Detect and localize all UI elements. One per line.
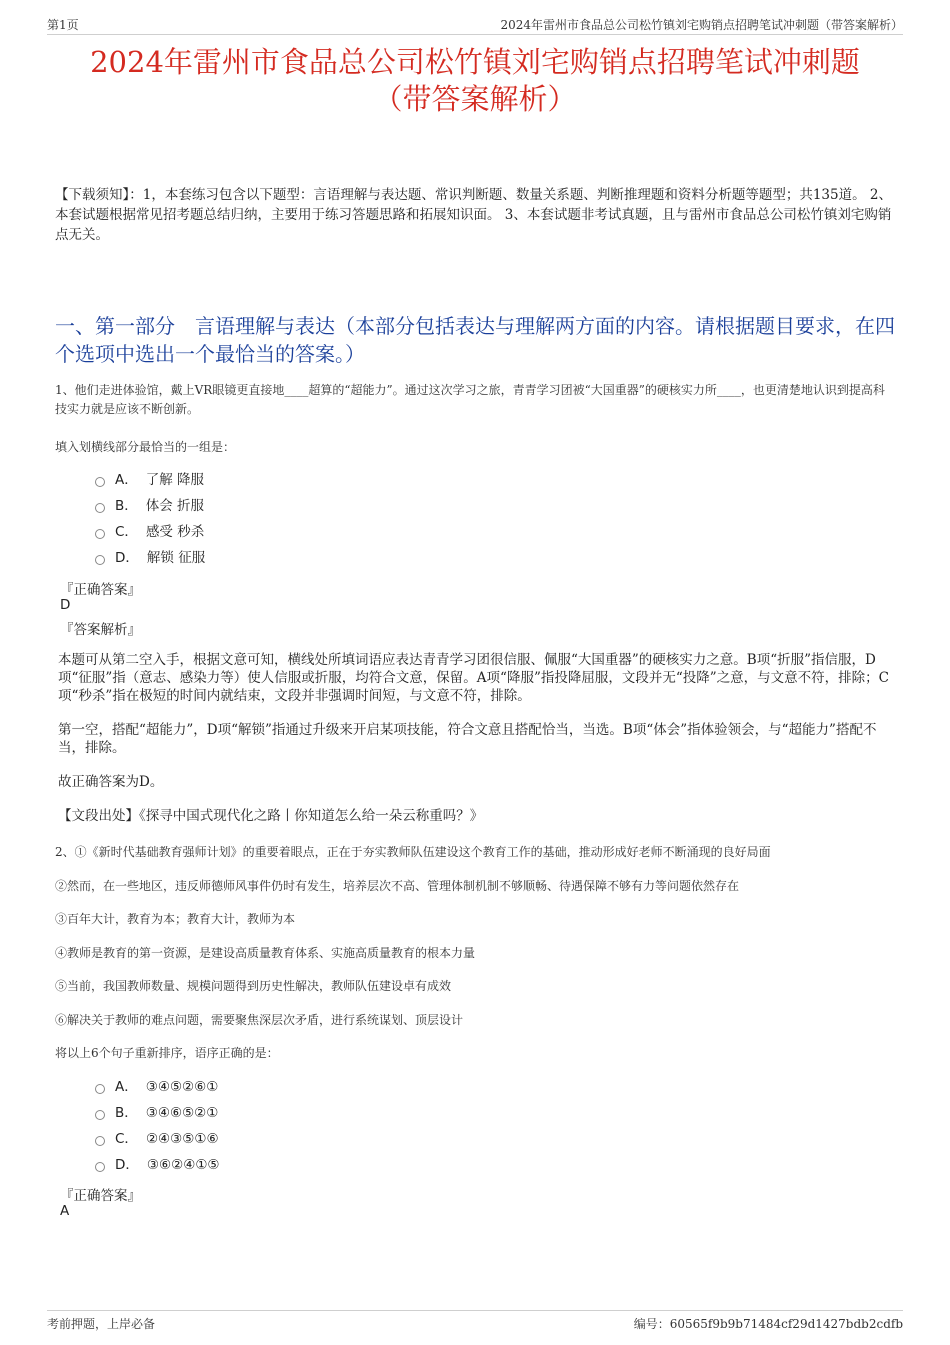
radio-icon[interactable]: [95, 1084, 105, 1094]
source-citation: 【文段出处】《探寻中国式现代化之路丨你知道怎么给一朵云称重吗？》: [58, 808, 484, 824]
answer-label: 『正确答案』: [60, 582, 141, 598]
header-doc-name: 2024年雷州市食品总公司松竹镇刘宅购销点招聘笔试冲刺题（带答案解析）: [500, 18, 903, 32]
option-d[interactable]: D． ③⑥②④①⑤: [95, 1152, 220, 1178]
option-a[interactable]: A． 了解 降服: [95, 467, 205, 493]
title-line-1: 2024年雷州市食品总公司松竹镇刘宅购销点招聘笔试冲刺题: [90, 45, 860, 79]
question-1-text: 1、他们走进体验馆，戴上VR眼镜更直接地____超算的“超能力”。通过这次学习之旅，青青学习团被“大国重器”的硬核实力所____，也更清楚地认识到提高科技实力就是应该不断创新。: [55, 383, 885, 416]
option-b[interactable]: B． ③④⑥⑤②①: [95, 1100, 220, 1126]
question-2-prompt: 将以上6个句子重新排序，语序正确的是：: [55, 1046, 279, 1060]
footer-slogan: 考前押题，上岸必备: [47, 1317, 156, 1331]
radio-icon[interactable]: [95, 477, 105, 487]
radio-icon[interactable]: [95, 1162, 105, 1172]
section-title: 一、第一部分 言语理解与表达（本部分包括表达与理解两方面的内容。请根据题目要求，在四个选项中选出一个最恰当的答案。）: [55, 314, 895, 366]
page-number: 第1页: [47, 18, 79, 32]
analysis-paragraph-2: 第一空，搭配“超能力”，D项“解锁”指通过升级来开启某项技能，符合文意且搭配恰当，当选。B项“体会”指体验领会，与“超能力”搭配不当，排除。: [58, 722, 877, 756]
question-1-options: [95, 467, 205, 571]
option-c[interactable]: C． 感受 秒杀: [95, 519, 205, 545]
analysis-label: 『答案解析』: [60, 622, 141, 638]
page-header: [47, 14, 903, 35]
radio-icon[interactable]: [95, 503, 105, 513]
answer-label: 『正确答案』: [60, 1188, 141, 1204]
radio-icon[interactable]: [95, 555, 105, 565]
question-2-options: [95, 1074, 220, 1178]
radio-icon[interactable]: [95, 1110, 105, 1120]
question-2-sentence-1: 2、①《新时代基础教育强师计划》的重要着眼点，正在于夯实教师队伍建设这个教育工作的基础，推动形成好老师不断涌现的良好局面: [55, 845, 771, 859]
download-notice: 【下载须知】：1，本套练习包含以下题型：言语理解与表达题、常识判断题、数量关系题、判断推理题和资料分析题等题型；共135道。 2、本套试题根据常见招考题总结归纳，主要用于练习答题思路和拓展知识面。 3、本套试题非考试真题，且与雷州市食品总公司松竹镇刘宅购销点无关。: [55, 187, 892, 243]
option-c[interactable]: C． ②④③⑤①⑥: [95, 1126, 220, 1152]
title-line-2: （带答案解析）: [373, 82, 577, 116]
question-2-sentence-6: ⑥解决关于教师的难点问题，需要聚焦深层次矛盾，进行系统谋划、顶层设计: [55, 1013, 464, 1027]
option-d[interactable]: D． 解锁 征服: [95, 545, 205, 571]
option-a[interactable]: A． ③④⑤②⑥①: [95, 1074, 220, 1100]
radio-icon[interactable]: [95, 529, 105, 539]
question-2-sentence-2: ②然而，在一些地区，违反师德师风事件仍时有发生，培养层次不高、管理体制机制不够顺畅、待遇保障不够有力等问题依然存在: [55, 879, 740, 893]
answer-value: A: [60, 1203, 70, 1219]
analysis-paragraph-1: 本题可从第二空入手，根据文意可知，横线处所填词语应表达青青学习团很信服、佩服“大国重器”的硬核实力之意。B项“折服”指信服，D项“征服”指（意志、感染力等）使人信服或折服，均符合文意，保留。A项“降服”指投降屈服，文段并无“投降”之意，与文意不符，排除；C项“秒杀”指在极短的时间内就结束，文段并非强调时间短，与文意不符，排除。: [58, 652, 889, 704]
document-title: [40, 44, 910, 118]
option-b[interactable]: B． 体会 折服: [95, 493, 205, 519]
question-1-prompt: 填入划横线部分最恰当的一组是：: [55, 440, 236, 454]
question-2-sentence-5: ⑤当前，我国教师数量、规模问题得到历史性解决，教师队伍建设卓有成效: [55, 979, 452, 993]
answer-value: D: [60, 597, 71, 613]
footer-serial: 编号：60565f9b9b71484cf29d1427bdb2cdfb: [633, 1317, 903, 1331]
question-2-sentence-4: ④教师是教育的第一资源，是建设高质量教育体系、实施高质量教育的根本力量: [55, 946, 476, 960]
radio-icon[interactable]: [95, 1136, 105, 1146]
analysis-paragraph-3: 故正确答案为D。: [58, 774, 164, 790]
page-footer: [47, 1310, 903, 1331]
question-2-sentence-3: ③百年大计，教育为本；教育大计，教师为本: [55, 912, 296, 926]
